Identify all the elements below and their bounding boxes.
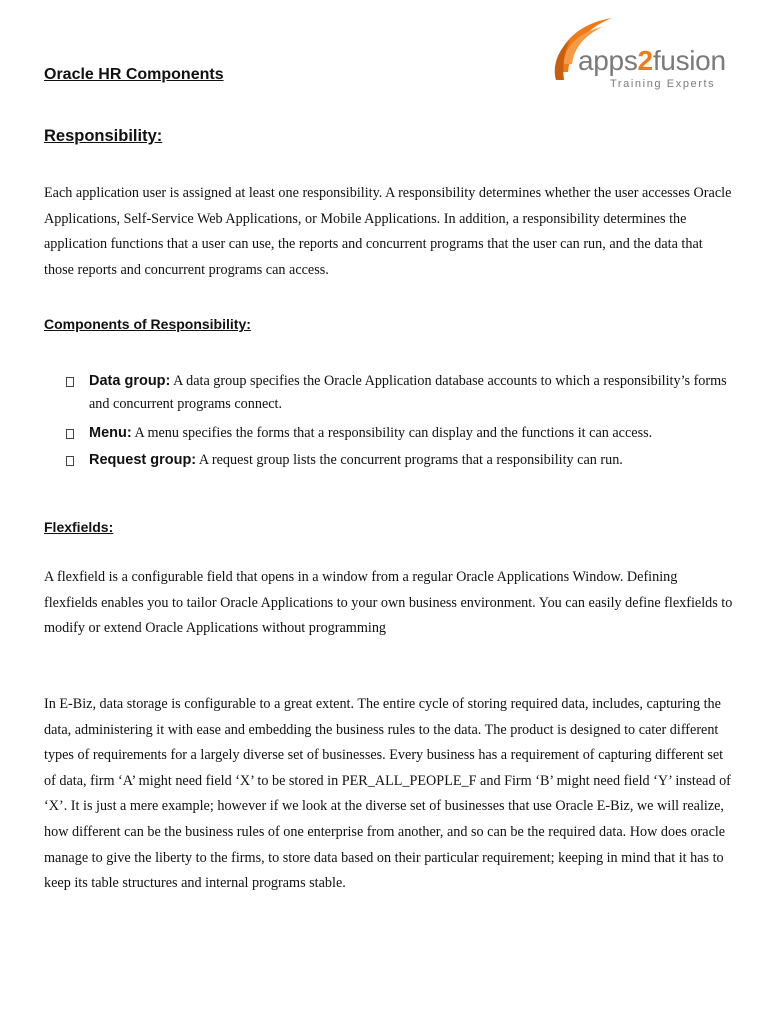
logo-word-fusion: fusion	[652, 45, 726, 76]
responsibility-paragraph: Each application user is assigned at least one responsibility. A responsibility determines whether the user accesses Oracle Applications, Self-Service Web Applications, or Mobile Applications. In addition, a responsibility determines the application functions that a user can use, the reports and concurrent programs that the user can run, and the data that those reports and concurrent programs can access.	[44, 185, 732, 278]
logo-word-two: 2	[637, 45, 653, 76]
flexfields-heading: Flexfields:	[44, 519, 114, 535]
bullet-box-icon	[66, 377, 74, 387]
list-item	[66, 422, 746, 445]
component-term: Request group:	[89, 452, 197, 468]
component-description: A data group specifies the Oracle Application database accounts to which a responsibility’s forms and concurrent programs connect.	[89, 373, 727, 412]
apps2fusion-logo	[552, 14, 756, 92]
logo-word-apps: apps	[578, 45, 638, 76]
flexfields-paragraph: A flexfield is a configurable field that opens in a window from a regular Oracle Applications Window. Defining flexfields enables you to tailor Oracle Applications to your own business environment. You can easily define flexfields to modify or extend Oracle Applications without programming	[44, 569, 733, 637]
ebiz-paragraph: In E-Biz, data storage is configurable to a great extent. The entire cycle of storing required data, includes, capturing the data, administering it with ease and embedding the business rules to the data. The product is designed to cater different types of requirements for a largely diverse set of businesses. Every business has a requirement of capturing different set of data, firm ‘A’ might need field ‘X’ to be stored in PER_ALL_PEOPLE_F and Firm ‘B’ might need field ‘Y’ instead of ‘X’. It is just a mere example; however if we look at the diverse set of businesses that use Oracle E-Biz, we will realize, how different can be the business rules of one enterprise from another, and so can be the required data. How does oracle manage to give the liberty to the firms, to store data based on their particular requirement; keeping in mind that it has to keep its table structures and internal programs stable.	[44, 696, 731, 892]
component-term: Data group:	[89, 373, 171, 389]
component-description: A request group lists the concurrent programs that a responsibility can run.	[196, 452, 623, 468]
bullet-box-icon	[66, 456, 74, 466]
logo-wordmark	[578, 47, 726, 75]
components-heading: Components of Responsibility:	[44, 316, 251, 332]
list-item	[66, 370, 746, 416]
page-title: Oracle HR Components	[44, 66, 224, 83]
responsibility-heading: Responsibility:	[44, 127, 163, 145]
bullet-box-icon	[66, 429, 74, 439]
logo-tagline: Training Experts	[610, 78, 716, 90]
list-item	[66, 449, 746, 472]
component-description: A menu specifies the forms that a responsibility can display and the functions it can access.	[131, 425, 653, 441]
components-list	[66, 370, 746, 472]
component-term: Menu:	[89, 425, 132, 441]
